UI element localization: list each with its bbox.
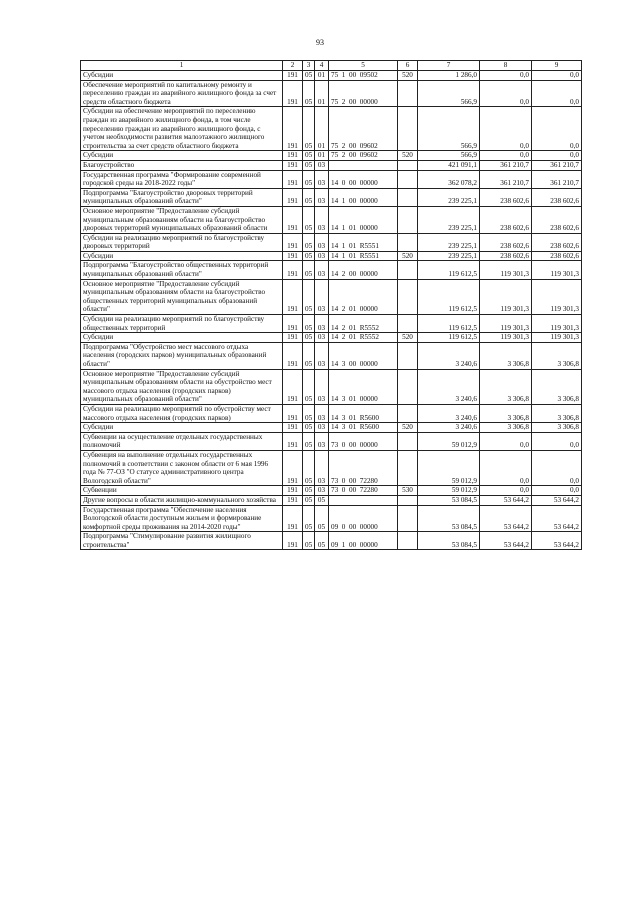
expense-type-cell bbox=[398, 404, 418, 422]
ministry-code-cell: 191 bbox=[283, 423, 303, 433]
amount-2020-cell: 0,0 bbox=[532, 450, 582, 485]
amount-2019-cell: 0,0 bbox=[480, 71, 532, 81]
amount-2019-cell: 0,0 bbox=[480, 107, 532, 151]
table-row bbox=[81, 261, 582, 279]
section-code-cell: 05 bbox=[303, 188, 315, 206]
amount-2019-cell: 53 644,2 bbox=[480, 532, 532, 550]
amount-2019-cell: 53 644,2 bbox=[480, 505, 532, 532]
table-row bbox=[81, 160, 582, 170]
amount-2019-cell: 361 210,7 bbox=[480, 170, 532, 188]
target-article-cell: 14 1 00 00000 bbox=[329, 188, 398, 206]
subsection-code-cell: 01 bbox=[315, 151, 329, 161]
target-article-cell bbox=[329, 160, 398, 170]
amount-2019-cell: 119 301,3 bbox=[480, 315, 532, 333]
amount-2020-cell: 238 602,6 bbox=[532, 251, 582, 261]
target-article-cell: 75 1 00 09502 bbox=[329, 71, 398, 81]
amount-2019-cell: 238 602,6 bbox=[480, 251, 532, 261]
amount-2020-cell: 0,0 bbox=[532, 432, 582, 450]
expense-type-cell bbox=[398, 206, 418, 233]
table-row bbox=[81, 107, 582, 151]
table-row bbox=[81, 432, 582, 450]
subsection-code-cell: 03 bbox=[315, 369, 329, 404]
subsection-code-cell: 03 bbox=[315, 279, 329, 314]
amount-2018-cell: 53 084,5 bbox=[418, 532, 480, 550]
ministry-code-cell: 191 bbox=[283, 342, 303, 369]
subsection-code-cell: 05 bbox=[315, 495, 329, 505]
header-cell-7: 7 bbox=[418, 61, 480, 71]
target-article-cell: 75 2 00 00000 bbox=[329, 80, 398, 107]
expense-type-cell: 530 bbox=[398, 486, 418, 496]
table-row bbox=[81, 151, 582, 161]
target-article-cell: 14 3 01 R5600 bbox=[329, 404, 398, 422]
section-code-cell: 05 bbox=[303, 432, 315, 450]
table-row bbox=[81, 71, 582, 81]
amount-2018-cell: 3 240,6 bbox=[418, 369, 480, 404]
item-name-cell: Подпрограмма "Благоустройство дворовых территорий муниципальных образований области" bbox=[81, 188, 283, 206]
amount-2019-cell: 3 306,8 bbox=[480, 423, 532, 433]
amount-2018-cell: 59 012,9 bbox=[418, 486, 480, 496]
page-number: 93 bbox=[316, 38, 324, 47]
section-code-cell: 05 bbox=[303, 315, 315, 333]
table-row bbox=[81, 206, 582, 233]
target-article-cell: 14 0 00 00000 bbox=[329, 170, 398, 188]
ministry-code-cell: 191 bbox=[283, 450, 303, 485]
header-cell-6: 6 bbox=[398, 61, 418, 71]
amount-2020-cell: 0,0 bbox=[532, 80, 582, 107]
amount-2018-cell: 3 240,6 bbox=[418, 342, 480, 369]
ministry-code-cell: 191 bbox=[283, 206, 303, 233]
section-code-cell: 05 bbox=[303, 423, 315, 433]
item-name-cell: Субсидии на реализацию мероприятий по благоустройству общественных территорий bbox=[81, 315, 283, 333]
amount-2019-cell: 0,0 bbox=[480, 432, 532, 450]
amount-2020-cell: 0,0 bbox=[532, 71, 582, 81]
ministry-code-cell: 191 bbox=[283, 170, 303, 188]
section-code-cell: 05 bbox=[303, 107, 315, 151]
item-name-cell: Субсидии bbox=[81, 423, 283, 433]
table-row bbox=[81, 423, 582, 433]
ministry-code-cell: 191 bbox=[283, 160, 303, 170]
expense-type-cell bbox=[398, 170, 418, 188]
expense-type-cell: 520 bbox=[398, 151, 418, 161]
target-article-cell: 09 1 00 00000 bbox=[329, 532, 398, 550]
target-article-cell: 14 1 01 R5551 bbox=[329, 251, 398, 261]
subsection-code-cell: 03 bbox=[315, 160, 329, 170]
expense-type-cell: 520 bbox=[398, 251, 418, 261]
table-row bbox=[81, 369, 582, 404]
item-name-cell: Субсидии на обеспечение мероприятий по переселению граждан из аварийного жилищного фонда, в том числе переселению граждан из аварийного жилищного фонда, с учетом необходимости развития малоэтажного жилищного строительства за счет средств областного бюджета bbox=[81, 107, 283, 151]
section-code-cell: 05 bbox=[303, 170, 315, 188]
amount-2020-cell: 0,0 bbox=[532, 486, 582, 496]
target-article-cell: 14 3 00 00000 bbox=[329, 342, 398, 369]
amount-2018-cell: 566,9 bbox=[418, 107, 480, 151]
section-code-cell: 05 bbox=[303, 404, 315, 422]
ministry-code-cell: 191 bbox=[283, 233, 303, 251]
subsection-code-cell: 03 bbox=[315, 450, 329, 485]
amount-2019-cell: 238 602,6 bbox=[480, 206, 532, 233]
table-row bbox=[81, 188, 582, 206]
header-cell-2: 2 bbox=[283, 61, 303, 71]
expense-type-cell bbox=[398, 261, 418, 279]
subsection-code-cell: 03 bbox=[315, 251, 329, 261]
table-row bbox=[81, 333, 582, 343]
item-name-cell: Подпрограмма "Стимулирование развития жилищного строительства" bbox=[81, 532, 283, 550]
table-row bbox=[81, 404, 582, 422]
table-row bbox=[81, 251, 582, 261]
table-row bbox=[81, 342, 582, 369]
amount-2020-cell: 53 644,2 bbox=[532, 495, 582, 505]
section-code-cell: 05 bbox=[303, 80, 315, 107]
subsection-code-cell: 03 bbox=[315, 170, 329, 188]
header-cell-8: 8 bbox=[480, 61, 532, 71]
amount-2018-cell: 59 012,9 bbox=[418, 432, 480, 450]
amount-2018-cell: 53 084,5 bbox=[418, 495, 480, 505]
section-code-cell: 05 bbox=[303, 333, 315, 343]
amount-2020-cell: 53 644,2 bbox=[532, 505, 582, 532]
ministry-code-cell: 191 bbox=[283, 151, 303, 161]
section-code-cell: 05 bbox=[303, 532, 315, 550]
item-name-cell: Основное мероприятие "Предоставление субсидий муниципальным образованиям области на благоустройство общественных территорий муниципальных образований области" bbox=[81, 279, 283, 314]
item-name-cell: Государственная программа "Обеспечение населения Вологодской области доступным жильем и формирование комфортной среды проживания на 2014-2020 годы" bbox=[81, 505, 283, 532]
item-name-cell: Субвенции на осуществление отдельных государственных полномочий bbox=[81, 432, 283, 450]
amount-2019-cell: 119 301,3 bbox=[480, 333, 532, 343]
item-name-cell: Благоустройство bbox=[81, 160, 283, 170]
target-article-cell: 14 2 01 00000 bbox=[329, 279, 398, 314]
table-row bbox=[81, 505, 582, 532]
amount-2019-cell: 0,0 bbox=[480, 486, 532, 496]
ministry-code-cell: 191 bbox=[283, 532, 303, 550]
target-article-cell: 75 2 00 09602 bbox=[329, 107, 398, 151]
expense-type-cell bbox=[398, 505, 418, 532]
target-article-cell bbox=[329, 495, 398, 505]
item-name-cell: Субсидии bbox=[81, 71, 283, 81]
expense-type-cell bbox=[398, 160, 418, 170]
item-name-cell: Основное мероприятие "Предоставление субсидий муниципальным образованиям области на обустройство мест массового отдыха населения (городских парков) муниципальных образований области" bbox=[81, 369, 283, 404]
item-name-cell: Субсидии на реализацию мероприятий по благоустройству дворовых территорий bbox=[81, 233, 283, 251]
amount-2018-cell: 239 225,1 bbox=[418, 251, 480, 261]
amount-2018-cell: 3 240,6 bbox=[418, 404, 480, 422]
target-article-cell: 73 0 00 72280 bbox=[329, 450, 398, 485]
item-name-cell: Субсидии bbox=[81, 151, 283, 161]
amount-2018-cell: 59 012,9 bbox=[418, 450, 480, 485]
amount-2020-cell: 238 602,6 bbox=[532, 188, 582, 206]
amount-2019-cell: 0,0 bbox=[480, 151, 532, 161]
section-code-cell: 05 bbox=[303, 151, 315, 161]
ministry-code-cell: 191 bbox=[283, 495, 303, 505]
amount-2019-cell: 3 306,8 bbox=[480, 342, 532, 369]
target-article-cell: 14 2 00 00000 bbox=[329, 261, 398, 279]
amount-2018-cell: 239 225,1 bbox=[418, 188, 480, 206]
section-code-cell: 05 bbox=[303, 251, 315, 261]
target-article-cell: 14 1 01 00000 bbox=[329, 206, 398, 233]
subsection-code-cell: 03 bbox=[315, 233, 329, 251]
section-code-cell: 05 bbox=[303, 369, 315, 404]
expense-type-cell bbox=[398, 495, 418, 505]
amount-2018-cell: 3 240,6 bbox=[418, 423, 480, 433]
amount-2020-cell: 119 301,3 bbox=[532, 333, 582, 343]
expense-type-cell bbox=[398, 80, 418, 107]
amount-2020-cell: 361 210,7 bbox=[532, 170, 582, 188]
target-article-cell: 73 0 00 72280 bbox=[329, 486, 398, 496]
amount-2020-cell: 3 306,8 bbox=[532, 369, 582, 404]
ministry-code-cell: 191 bbox=[283, 404, 303, 422]
expense-type-cell bbox=[398, 188, 418, 206]
section-code-cell: 05 bbox=[303, 206, 315, 233]
target-article-cell: 14 2 01 R5552 bbox=[329, 333, 398, 343]
header-cell-5: 5 bbox=[329, 61, 398, 71]
target-article-cell: 14 3 01 00000 bbox=[329, 369, 398, 404]
amount-2019-cell: 238 602,6 bbox=[480, 233, 532, 251]
subsection-code-cell: 03 bbox=[315, 432, 329, 450]
amount-2020-cell: 119 301,3 bbox=[532, 261, 582, 279]
item-name-cell: Государственная программа "Формирование современной городской среды на 2018-2022 годы" bbox=[81, 170, 283, 188]
subsection-code-cell: 03 bbox=[315, 333, 329, 343]
target-article-cell: 09 0 00 00000 bbox=[329, 505, 398, 532]
table-body bbox=[81, 71, 582, 550]
table-row bbox=[81, 315, 582, 333]
table-row bbox=[81, 80, 582, 107]
section-code-cell: 05 bbox=[303, 279, 315, 314]
subsection-code-cell: 03 bbox=[315, 315, 329, 333]
ministry-code-cell: 191 bbox=[283, 188, 303, 206]
ministry-code-cell: 191 bbox=[283, 505, 303, 532]
section-code-cell: 05 bbox=[303, 160, 315, 170]
subsection-code-cell: 03 bbox=[315, 206, 329, 233]
section-code-cell: 05 bbox=[303, 233, 315, 251]
amount-2018-cell: 566,9 bbox=[418, 151, 480, 161]
section-code-cell: 05 bbox=[303, 495, 315, 505]
amount-2019-cell: 0,0 bbox=[480, 450, 532, 485]
amount-2020-cell: 0,0 bbox=[532, 151, 582, 161]
item-name-cell: Субвенция на выполнение отдельных государственных полномочий в соответствии с законом области от 6 мая 1996 года № 77-ОЗ "О статусе административного центра Вологодской области" bbox=[81, 450, 283, 485]
ministry-code-cell: 191 bbox=[283, 251, 303, 261]
section-code-cell: 05 bbox=[303, 450, 315, 485]
amount-2019-cell: 119 301,3 bbox=[480, 261, 532, 279]
subsection-code-cell: 01 bbox=[315, 80, 329, 107]
expense-type-cell bbox=[398, 107, 418, 151]
target-article-cell: 14 3 01 R5600 bbox=[329, 423, 398, 433]
amount-2018-cell: 53 084,5 bbox=[418, 505, 480, 532]
section-code-cell: 05 bbox=[303, 342, 315, 369]
subsection-code-cell: 03 bbox=[315, 404, 329, 422]
amount-2020-cell: 3 306,8 bbox=[532, 342, 582, 369]
ministry-code-cell: 191 bbox=[283, 333, 303, 343]
amount-2019-cell: 119 301,3 bbox=[480, 279, 532, 314]
expense-type-cell: 520 bbox=[398, 333, 418, 343]
expense-type-cell bbox=[398, 532, 418, 550]
ministry-code-cell: 191 bbox=[283, 261, 303, 279]
subsection-code-cell: 03 bbox=[315, 342, 329, 369]
header-cell-1: 1 bbox=[81, 61, 283, 71]
amount-2019-cell: 0,0 bbox=[480, 80, 532, 107]
budget-table bbox=[80, 60, 582, 550]
amount-2018-cell: 239 225,1 bbox=[418, 233, 480, 251]
amount-2020-cell: 0,0 bbox=[532, 107, 582, 151]
expense-type-cell bbox=[398, 315, 418, 333]
section-code-cell: 05 bbox=[303, 261, 315, 279]
expense-type-cell: 520 bbox=[398, 423, 418, 433]
amount-2018-cell: 566,9 bbox=[418, 80, 480, 107]
header-row bbox=[81, 61, 582, 71]
item-name-cell: Подпрограмма "Обустройство мест массового отдыха населения (городских парков) муниципальных образований области" bbox=[81, 342, 283, 369]
subsection-code-cell: 03 bbox=[315, 261, 329, 279]
table-row bbox=[81, 486, 582, 496]
expense-type-cell bbox=[398, 369, 418, 404]
amount-2019-cell: 3 306,8 bbox=[480, 369, 532, 404]
table-row bbox=[81, 170, 582, 188]
header-cell-9: 9 bbox=[532, 61, 582, 71]
item-name-cell: Субсидии на реализацию мероприятий по обустройству мест массового отдыха населения (городских парков) bbox=[81, 404, 283, 422]
ministry-code-cell: 191 bbox=[283, 369, 303, 404]
amount-2018-cell: 1 286,0 bbox=[418, 71, 480, 81]
ministry-code-cell: 191 bbox=[283, 315, 303, 333]
section-code-cell: 05 bbox=[303, 486, 315, 496]
header-cell-3: 3 bbox=[303, 61, 315, 71]
amount-2018-cell: 362 078,2 bbox=[418, 170, 480, 188]
expense-type-cell bbox=[398, 342, 418, 369]
amount-2020-cell: 3 306,8 bbox=[532, 423, 582, 433]
target-article-cell: 75 2 00 09602 bbox=[329, 151, 398, 161]
item-name-cell: Субсидии bbox=[81, 333, 283, 343]
expense-type-cell bbox=[398, 450, 418, 485]
amount-2018-cell: 119 612,5 bbox=[418, 279, 480, 314]
ministry-code-cell: 191 bbox=[283, 279, 303, 314]
amount-2018-cell: 119 612,5 bbox=[418, 261, 480, 279]
amount-2020-cell: 119 301,3 bbox=[532, 315, 582, 333]
ministry-code-cell: 191 bbox=[283, 432, 303, 450]
subsection-code-cell: 03 bbox=[315, 423, 329, 433]
item-name-cell: Субсидии bbox=[81, 251, 283, 261]
table-row bbox=[81, 233, 582, 251]
target-article-cell: 14 1 01 R5551 bbox=[329, 233, 398, 251]
subsection-code-cell: 05 bbox=[315, 505, 329, 532]
amount-2018-cell: 421 091,1 bbox=[418, 160, 480, 170]
table-row bbox=[81, 450, 582, 485]
amount-2020-cell: 53 644,2 bbox=[532, 532, 582, 550]
ministry-code-cell: 191 bbox=[283, 71, 303, 81]
expense-type-cell: 520 bbox=[398, 71, 418, 81]
expense-type-cell bbox=[398, 432, 418, 450]
table-row bbox=[81, 495, 582, 505]
amount-2018-cell: 119 612,5 bbox=[418, 333, 480, 343]
section-code-cell: 05 bbox=[303, 71, 315, 81]
header-cell-4: 4 bbox=[315, 61, 329, 71]
ministry-code-cell: 191 bbox=[283, 486, 303, 496]
target-article-cell: 14 2 01 R5552 bbox=[329, 315, 398, 333]
amount-2020-cell: 361 210,7 bbox=[532, 160, 582, 170]
item-name-cell: Субвенции bbox=[81, 486, 283, 496]
ministry-code-cell: 191 bbox=[283, 107, 303, 151]
amount-2020-cell: 238 602,6 bbox=[532, 233, 582, 251]
item-name-cell: Другие вопросы в области жилищно-коммунального хозяйства bbox=[81, 495, 283, 505]
subsection-code-cell: 03 bbox=[315, 486, 329, 496]
expense-type-cell bbox=[398, 233, 418, 251]
table-row bbox=[81, 279, 582, 314]
amount-2020-cell: 119 301,3 bbox=[532, 279, 582, 314]
section-code-cell: 05 bbox=[303, 505, 315, 532]
expense-type-cell bbox=[398, 279, 418, 314]
amount-2019-cell: 361 210,7 bbox=[480, 160, 532, 170]
amount-2019-cell: 238 602,6 bbox=[480, 188, 532, 206]
item-name-cell: Подпрограмма "Благоустройство общественных территорий муниципальных образований области" bbox=[81, 261, 283, 279]
amount-2018-cell: 239 225,1 bbox=[418, 206, 480, 233]
amount-2020-cell: 238 602,6 bbox=[532, 206, 582, 233]
table-row bbox=[81, 532, 582, 550]
subsection-code-cell: 03 bbox=[315, 188, 329, 206]
amount-2019-cell: 3 306,8 bbox=[480, 404, 532, 422]
subsection-code-cell: 01 bbox=[315, 71, 329, 81]
target-article-cell: 73 0 00 00000 bbox=[329, 432, 398, 450]
amount-2019-cell: 53 644,2 bbox=[480, 495, 532, 505]
amount-2018-cell: 119 612,5 bbox=[418, 315, 480, 333]
ministry-code-cell: 191 bbox=[283, 80, 303, 107]
subsection-code-cell: 05 bbox=[315, 532, 329, 550]
amount-2020-cell: 3 306,8 bbox=[532, 404, 582, 422]
subsection-code-cell: 01 bbox=[315, 107, 329, 151]
item-name-cell: Основное мероприятие "Предоставление субсидий муниципальным образованиям области на благоустройство дворовых территорий муниципальных образований области bbox=[81, 206, 283, 233]
item-name-cell: Обеспечение мероприятий по капитальному ремонту и переселению граждан из аварийного жилищного фонда за счет средств областного бюджета bbox=[81, 80, 283, 107]
